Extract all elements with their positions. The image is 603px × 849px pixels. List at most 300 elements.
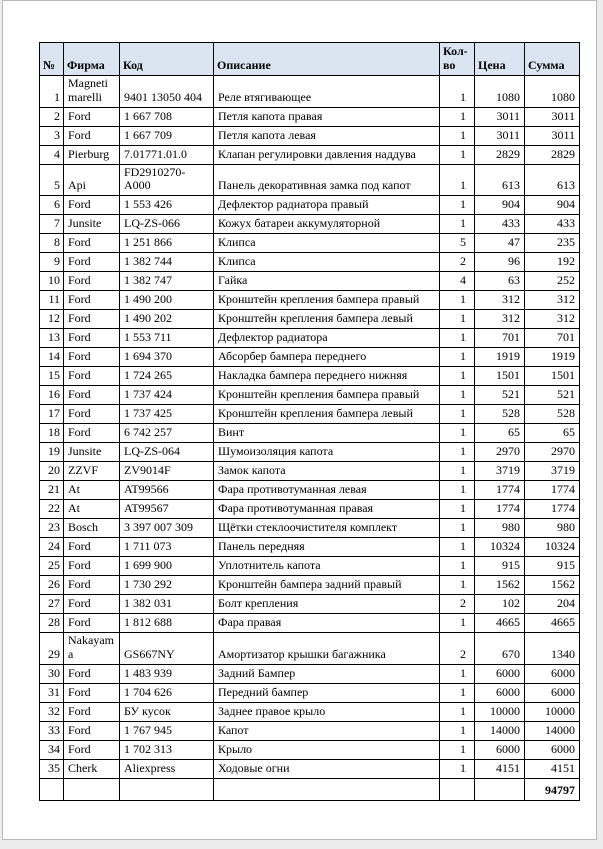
cell-sum: 312 bbox=[525, 291, 580, 310]
cell-code: 6 742 257 bbox=[120, 424, 214, 443]
cell-qty: 1 bbox=[440, 443, 475, 462]
cell-price: 6000 bbox=[475, 683, 525, 702]
cell-qty: 2 bbox=[440, 633, 475, 665]
cell-sum: 14000 bbox=[525, 721, 580, 740]
cell-num: 28 bbox=[40, 614, 64, 633]
cell-qty: 1 bbox=[440, 215, 475, 234]
table-row bbox=[40, 329, 580, 348]
cell-num: 21 bbox=[40, 481, 64, 500]
cell-qty: 1 bbox=[440, 329, 475, 348]
cell-firm: Ford bbox=[64, 702, 120, 721]
cell-code: 1 737 424 bbox=[120, 386, 214, 405]
cell-sum: 3011 bbox=[525, 126, 580, 145]
total-empty-cell-desc bbox=[214, 778, 440, 800]
cell-firm: Ford bbox=[64, 614, 120, 633]
table-row bbox=[40, 633, 580, 665]
cell-price: 528 bbox=[475, 405, 525, 424]
cell-num: 25 bbox=[40, 557, 64, 576]
table-row bbox=[40, 145, 580, 164]
cell-price: 915 bbox=[475, 557, 525, 576]
table-row bbox=[40, 740, 580, 759]
cell-num: 30 bbox=[40, 664, 64, 683]
cell-firm: Ford bbox=[64, 740, 120, 759]
cell-firm: At bbox=[64, 500, 120, 519]
cell-qty: 1 bbox=[440, 519, 475, 538]
table-row bbox=[40, 557, 580, 576]
cell-desc: Капот bbox=[214, 721, 440, 740]
table-row bbox=[40, 405, 580, 424]
table-header bbox=[40, 43, 580, 76]
cell-desc: Кронштейн бампера задний правый bbox=[214, 576, 440, 595]
cell-qty: 1 bbox=[440, 740, 475, 759]
cell-desc: Накладка бампера переднего нижняя bbox=[214, 367, 440, 386]
cell-price: 312 bbox=[475, 291, 525, 310]
cell-desc: Крыло bbox=[214, 740, 440, 759]
cell-qty: 1 bbox=[440, 702, 475, 721]
cell-sum: 6000 bbox=[525, 683, 580, 702]
table-row bbox=[40, 386, 580, 405]
cell-sum: 1340 bbox=[525, 633, 580, 665]
table-row bbox=[40, 234, 580, 253]
cell-sum: 6000 bbox=[525, 740, 580, 759]
cell-firm: Ford bbox=[64, 196, 120, 215]
cell-code: LQ-ZS-066 bbox=[120, 215, 214, 234]
cell-price: 3719 bbox=[475, 462, 525, 481]
cell-sum: 235 bbox=[525, 234, 580, 253]
cell-price: 312 bbox=[475, 310, 525, 329]
table-row bbox=[40, 367, 580, 386]
cell-num: 2 bbox=[40, 107, 64, 126]
cell-desc: Петля капота левая bbox=[214, 126, 440, 145]
cell-firm: Ford bbox=[64, 348, 120, 367]
cell-qty: 1 bbox=[440, 683, 475, 702]
cell-sum: 1774 bbox=[525, 481, 580, 500]
cell-qty: 1 bbox=[440, 164, 475, 196]
cell-sum: 4665 bbox=[525, 614, 580, 633]
cell-sum: 192 bbox=[525, 253, 580, 272]
table-row bbox=[40, 481, 580, 500]
column-header-price: Цена bbox=[475, 43, 525, 76]
cell-desc: Петля капота правая bbox=[214, 107, 440, 126]
cell-firm: Ford bbox=[64, 253, 120, 272]
cell-desc: Фара правая bbox=[214, 614, 440, 633]
cell-num: 12 bbox=[40, 310, 64, 329]
table-row bbox=[40, 196, 580, 215]
cell-desc: Клипса bbox=[214, 253, 440, 272]
cell-qty: 1 bbox=[440, 405, 475, 424]
cell-num: 27 bbox=[40, 595, 64, 614]
table-row bbox=[40, 272, 580, 291]
cell-price: 47 bbox=[475, 234, 525, 253]
cell-num: 35 bbox=[40, 759, 64, 778]
cell-qty: 1 bbox=[440, 664, 475, 683]
cell-price: 1919 bbox=[475, 348, 525, 367]
cell-desc: Щётки стеклоочистителя комплект bbox=[214, 519, 440, 538]
cell-qty: 1 bbox=[440, 576, 475, 595]
cell-qty: 4 bbox=[440, 272, 475, 291]
table-row bbox=[40, 683, 580, 702]
cell-code: 1 702 313 bbox=[120, 740, 214, 759]
total-empty-cell-code bbox=[120, 778, 214, 800]
cell-desc: Кронштейн крепления бампера правый bbox=[214, 386, 440, 405]
cell-qty: 1 bbox=[440, 196, 475, 215]
cell-firm: Ford bbox=[64, 683, 120, 702]
cell-desc: Панель передняя bbox=[214, 538, 440, 557]
cell-desc: Шумоизоляция капота bbox=[214, 443, 440, 462]
table-row bbox=[40, 107, 580, 126]
cell-num: 11 bbox=[40, 291, 64, 310]
cell-firm: Bosch bbox=[64, 519, 120, 538]
cell-code: GS667NY bbox=[120, 633, 214, 665]
column-header-desc: Описание bbox=[214, 43, 440, 76]
cell-price: 4665 bbox=[475, 614, 525, 633]
cell-code: 1 704 626 bbox=[120, 683, 214, 702]
column-header-code: Код bbox=[120, 43, 214, 76]
cell-sum: 1501 bbox=[525, 367, 580, 386]
cell-num: 14 bbox=[40, 348, 64, 367]
cell-code: 1 382 747 bbox=[120, 272, 214, 291]
table-row bbox=[40, 253, 580, 272]
cell-code: 1 382 744 bbox=[120, 253, 214, 272]
cell-desc: Кронштейн крепления бампера левый bbox=[214, 310, 440, 329]
cell-num: 15 bbox=[40, 367, 64, 386]
table-body bbox=[40, 76, 580, 779]
cell-firm: Ford bbox=[64, 107, 120, 126]
cell-sum: 65 bbox=[525, 424, 580, 443]
column-header-num: № bbox=[40, 43, 64, 76]
cell-price: 521 bbox=[475, 386, 525, 405]
cell-sum: 2829 bbox=[525, 145, 580, 164]
cell-code: 1 553 711 bbox=[120, 329, 214, 348]
cell-num: 4 bbox=[40, 145, 64, 164]
cell-firm: Ford bbox=[64, 367, 120, 386]
cell-code: 1 251 866 bbox=[120, 234, 214, 253]
cell-qty: 1 bbox=[440, 721, 475, 740]
cell-desc: Уплотнитель капота bbox=[214, 557, 440, 576]
cell-firm: Ford bbox=[64, 291, 120, 310]
cell-price: 2829 bbox=[475, 145, 525, 164]
cell-qty: 1 bbox=[440, 500, 475, 519]
cell-sum: 3719 bbox=[525, 462, 580, 481]
cell-price: 63 bbox=[475, 272, 525, 291]
cell-desc: Задний Бампер bbox=[214, 664, 440, 683]
cell-price: 10000 bbox=[475, 702, 525, 721]
cell-code: 1 382 031 bbox=[120, 595, 214, 614]
cell-qty: 1 bbox=[440, 759, 475, 778]
cell-code: 1 724 265 bbox=[120, 367, 214, 386]
cell-num: 19 bbox=[40, 443, 64, 462]
cell-desc: Фара противотуманная левая bbox=[214, 481, 440, 500]
total-sum: 94797 bbox=[525, 778, 580, 800]
cell-sum: 204 bbox=[525, 595, 580, 614]
cell-price: 1774 bbox=[475, 481, 525, 500]
table-row bbox=[40, 576, 580, 595]
cell-desc: Абсорбер бампера переднего bbox=[214, 348, 440, 367]
cell-qty: 1 bbox=[440, 538, 475, 557]
cell-desc: Реле втягивающее bbox=[214, 76, 440, 108]
cell-desc: Панель декоративная замка под капот bbox=[214, 164, 440, 196]
cell-firm: Nakayama bbox=[64, 633, 120, 665]
cell-sum: 10324 bbox=[525, 538, 580, 557]
cell-qty: 1 bbox=[440, 614, 475, 633]
table-row bbox=[40, 215, 580, 234]
cell-qty: 1 bbox=[440, 145, 475, 164]
cell-price: 3011 bbox=[475, 107, 525, 126]
cell-code: 9401 13050 404 bbox=[120, 76, 214, 108]
cell-sum: 10000 bbox=[525, 702, 580, 721]
cell-code: 7.01771.01.0 bbox=[120, 145, 214, 164]
cell-desc: Винт bbox=[214, 424, 440, 443]
table-row bbox=[40, 443, 580, 462]
cell-qty: 1 bbox=[440, 107, 475, 126]
cell-desc: Замок капота bbox=[214, 462, 440, 481]
cell-price: 4151 bbox=[475, 759, 525, 778]
cell-qty: 2 bbox=[440, 253, 475, 272]
cell-code: БУ кусок bbox=[120, 702, 214, 721]
cell-qty: 5 bbox=[440, 234, 475, 253]
table-row bbox=[40, 538, 580, 557]
column-header-qty: Кол-во bbox=[440, 43, 475, 76]
cell-qty: 1 bbox=[440, 76, 475, 108]
cell-code: 1 812 688 bbox=[120, 614, 214, 633]
cell-sum: 6000 bbox=[525, 664, 580, 683]
cell-code: LQ-ZS-064 bbox=[120, 443, 214, 462]
cell-price: 980 bbox=[475, 519, 525, 538]
cell-desc: Заднее правое крыло bbox=[214, 702, 440, 721]
cell-code: 3 397 007 309 bbox=[120, 519, 214, 538]
total-empty-cell-price bbox=[475, 778, 525, 800]
cell-sum: 1919 bbox=[525, 348, 580, 367]
cell-num: 29 bbox=[40, 633, 64, 665]
cell-num: 9 bbox=[40, 253, 64, 272]
cell-price: 1774 bbox=[475, 500, 525, 519]
parts-table bbox=[39, 42, 580, 801]
cell-sum: 252 bbox=[525, 272, 580, 291]
cell-num: 16 bbox=[40, 386, 64, 405]
cell-num: 1 bbox=[40, 76, 64, 108]
cell-price: 96 bbox=[475, 253, 525, 272]
total-empty-cell-qty bbox=[440, 778, 475, 800]
cell-desc: Клипса bbox=[214, 234, 440, 253]
cell-num: 10 bbox=[40, 272, 64, 291]
cell-desc: Кронштейн крепления бампера левый bbox=[214, 405, 440, 424]
cell-desc: Ходовые огни bbox=[214, 759, 440, 778]
table-row bbox=[40, 462, 580, 481]
cell-desc: Клапан регулировки давления наддува bbox=[214, 145, 440, 164]
cell-qty: 1 bbox=[440, 126, 475, 145]
cell-qty: 1 bbox=[440, 386, 475, 405]
cell-num: 26 bbox=[40, 576, 64, 595]
cell-firm: At bbox=[64, 481, 120, 500]
cell-firm: Ford bbox=[64, 329, 120, 348]
cell-sum: 433 bbox=[525, 215, 580, 234]
cell-firm: Ford bbox=[64, 272, 120, 291]
cell-num: 17 bbox=[40, 405, 64, 424]
cell-firm: Cherk bbox=[64, 759, 120, 778]
table-row bbox=[40, 76, 580, 108]
header-row bbox=[40, 43, 580, 76]
cell-num: 13 bbox=[40, 329, 64, 348]
cell-code: Aliexpress bbox=[120, 759, 214, 778]
table-row bbox=[40, 500, 580, 519]
table-row bbox=[40, 164, 580, 196]
table-row bbox=[40, 424, 580, 443]
cell-firm: Ford bbox=[64, 595, 120, 614]
cell-num: 20 bbox=[40, 462, 64, 481]
cell-desc: Передний бампер bbox=[214, 683, 440, 702]
cell-firm: Ford bbox=[64, 234, 120, 253]
cell-sum: 1562 bbox=[525, 576, 580, 595]
cell-num: 32 bbox=[40, 702, 64, 721]
cell-price: 670 bbox=[475, 633, 525, 665]
cell-price: 2970 bbox=[475, 443, 525, 462]
cell-price: 6000 bbox=[475, 740, 525, 759]
cell-sum: 528 bbox=[525, 405, 580, 424]
cell-code: 1 483 939 bbox=[120, 664, 214, 683]
cell-num: 18 bbox=[40, 424, 64, 443]
cell-code: FD2910270-A000 bbox=[120, 164, 214, 196]
cell-code: 1 711 073 bbox=[120, 538, 214, 557]
table-footer bbox=[40, 778, 580, 800]
cell-price: 701 bbox=[475, 329, 525, 348]
cell-code: 1 767 945 bbox=[120, 721, 214, 740]
cell-num: 22 bbox=[40, 500, 64, 519]
cell-price: 6000 bbox=[475, 664, 525, 683]
cell-desc: Болт крепления bbox=[214, 595, 440, 614]
table-row bbox=[40, 595, 580, 614]
cell-price: 10324 bbox=[475, 538, 525, 557]
cell-num: 34 bbox=[40, 740, 64, 759]
cell-num: 8 bbox=[40, 234, 64, 253]
table-row bbox=[40, 702, 580, 721]
table-row bbox=[40, 759, 580, 778]
cell-sum: 613 bbox=[525, 164, 580, 196]
cell-num: 24 bbox=[40, 538, 64, 557]
cell-num: 33 bbox=[40, 721, 64, 740]
cell-firm: Pierburg bbox=[64, 145, 120, 164]
cell-firm: Junsite bbox=[64, 215, 120, 234]
cell-sum: 904 bbox=[525, 196, 580, 215]
cell-sum: 1774 bbox=[525, 500, 580, 519]
cell-code: ZV9014F bbox=[120, 462, 214, 481]
cell-qty: 1 bbox=[440, 557, 475, 576]
cell-code: 1 730 292 bbox=[120, 576, 214, 595]
cell-num: 23 bbox=[40, 519, 64, 538]
cell-code: AT99567 bbox=[120, 500, 214, 519]
cell-firm: Ford bbox=[64, 538, 120, 557]
table-row bbox=[40, 614, 580, 633]
cell-qty: 1 bbox=[440, 348, 475, 367]
cell-price: 433 bbox=[475, 215, 525, 234]
cell-num: 5 bbox=[40, 164, 64, 196]
cell-desc: Кронштейн крепления бампера правый bbox=[214, 291, 440, 310]
cell-sum: 3011 bbox=[525, 107, 580, 126]
cell-firm: Ford bbox=[64, 576, 120, 595]
cell-desc: Дефлектор радиатора правый bbox=[214, 196, 440, 215]
cell-price: 613 bbox=[475, 164, 525, 196]
cell-firm: Ford bbox=[64, 721, 120, 740]
cell-qty: 1 bbox=[440, 291, 475, 310]
cell-num: 6 bbox=[40, 196, 64, 215]
cell-firm: Magneti marelli bbox=[64, 76, 120, 108]
cell-price: 102 bbox=[475, 595, 525, 614]
cell-sum: 701 bbox=[525, 329, 580, 348]
cell-desc: Амортизатор крышки багажника bbox=[214, 633, 440, 665]
cell-desc: Гайка bbox=[214, 272, 440, 291]
cell-sum: 4151 bbox=[525, 759, 580, 778]
cell-code: 1 667 709 bbox=[120, 126, 214, 145]
cell-firm: Ford bbox=[64, 386, 120, 405]
cell-qty: 1 bbox=[440, 424, 475, 443]
table-row bbox=[40, 348, 580, 367]
cell-sum: 521 bbox=[525, 386, 580, 405]
cell-firm: Api bbox=[64, 164, 120, 196]
cell-code: 1 553 426 bbox=[120, 196, 214, 215]
cell-price: 1080 bbox=[475, 76, 525, 108]
cell-firm: Ford bbox=[64, 424, 120, 443]
cell-qty: 1 bbox=[440, 462, 475, 481]
cell-firm: Ford bbox=[64, 664, 120, 683]
cell-sum: 312 bbox=[525, 310, 580, 329]
total-row bbox=[40, 778, 580, 800]
cell-price: 3011 bbox=[475, 126, 525, 145]
table-row bbox=[40, 291, 580, 310]
cell-price: 1562 bbox=[475, 576, 525, 595]
cell-firm: ZZVF bbox=[64, 462, 120, 481]
cell-firm: Ford bbox=[64, 405, 120, 424]
cell-desc: Фара противотуманная правая bbox=[214, 500, 440, 519]
table-row bbox=[40, 310, 580, 329]
column-header-sum: Сумма bbox=[525, 43, 580, 76]
cell-num: 31 bbox=[40, 683, 64, 702]
cell-firm: Ford bbox=[64, 126, 120, 145]
cell-qty: 1 bbox=[440, 367, 475, 386]
cell-code: AT99566 bbox=[120, 481, 214, 500]
cell-sum: 1080 bbox=[525, 76, 580, 108]
cell-code: 1 667 708 bbox=[120, 107, 214, 126]
cell-code: 1 490 202 bbox=[120, 310, 214, 329]
cell-qty: 1 bbox=[440, 310, 475, 329]
cell-num: 3 bbox=[40, 126, 64, 145]
table-row bbox=[40, 664, 580, 683]
cell-firm: Ford bbox=[64, 310, 120, 329]
cell-sum: 915 bbox=[525, 557, 580, 576]
cell-code: 1 694 370 bbox=[120, 348, 214, 367]
total-empty-cell-num bbox=[40, 778, 64, 800]
total-empty-cell-firm bbox=[64, 778, 120, 800]
cell-price: 904 bbox=[475, 196, 525, 215]
cell-firm: Junsite bbox=[64, 443, 120, 462]
cell-sum: 2970 bbox=[525, 443, 580, 462]
cell-num: 7 bbox=[40, 215, 64, 234]
table-row bbox=[40, 519, 580, 538]
cell-sum: 980 bbox=[525, 519, 580, 538]
cell-price: 1501 bbox=[475, 367, 525, 386]
cell-code: 1 699 900 bbox=[120, 557, 214, 576]
cell-price: 14000 bbox=[475, 721, 525, 740]
column-header-firm: Фирма bbox=[64, 43, 120, 76]
cell-qty: 2 bbox=[440, 595, 475, 614]
cell-qty: 1 bbox=[440, 481, 475, 500]
document-page bbox=[2, 0, 597, 840]
cell-price: 65 bbox=[475, 424, 525, 443]
cell-desc: Дефлектор радиатора bbox=[214, 329, 440, 348]
cell-code: 1 490 200 bbox=[120, 291, 214, 310]
table-row bbox=[40, 126, 580, 145]
cell-desc: Кожух батареи аккумуляторной bbox=[214, 215, 440, 234]
cell-firm: Ford bbox=[64, 557, 120, 576]
table-row bbox=[40, 721, 580, 740]
